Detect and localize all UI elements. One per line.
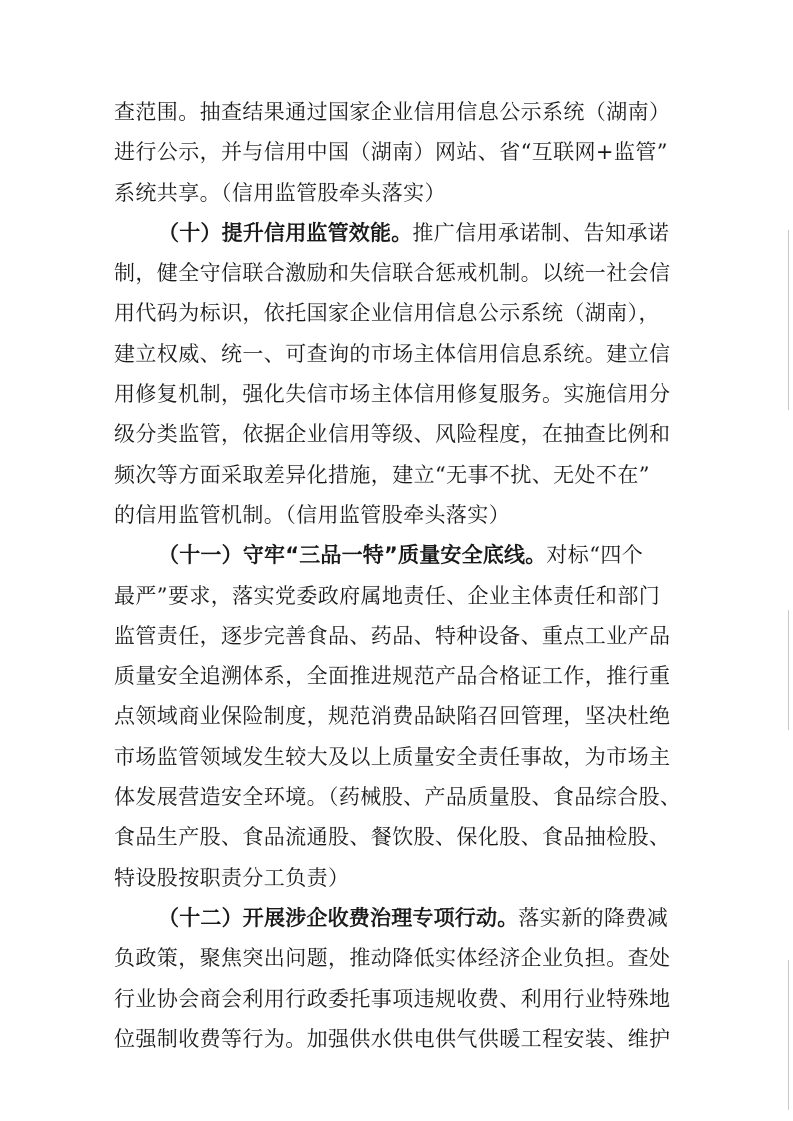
text-line [114, 817, 674, 857]
body-text: 点领域商业保险制度，规范消费品缺陷召回管理，坚决杜绝 [114, 704, 671, 729]
text-line [114, 898, 674, 938]
body-text: 对标“四个 [546, 543, 644, 568]
body-text: 查范围。抽查结果通过国家企业信用信息公示系统（湖南） [114, 100, 671, 124]
text-line [114, 293, 674, 333]
text-line [114, 576, 674, 616]
body-text: 推广信用承诺制、告知承诺 [412, 220, 670, 245]
text-line [114, 414, 674, 454]
body-text: 制，健全守信联合激励和失信联合惩戒机制。以统一社会信 [114, 261, 671, 286]
body-text: 监管责任，逐步完善食品、药品、特种设备、重点工业产品 [114, 623, 671, 648]
text-line [114, 1019, 674, 1059]
body-text: 位强制收费等行为。加强供水供电供气供暖工程安装、维护 [114, 1026, 671, 1051]
body-text: 落实新的降费减 [518, 905, 669, 930]
body-text: 负政策，聚焦突出问题，推动降低实体经济企业负担。查处 [114, 946, 671, 971]
body-text: 频次等方面采取差异化措施，建立“无事不扰、无处不在” [114, 462, 650, 487]
text-line [114, 616, 674, 656]
body-text: 体发展营造安全环境。（药械股、产品质量股、食品综合股、 [114, 785, 682, 810]
text-line [114, 253, 674, 293]
body-text: 最严”要求，落实党委政府属地责任、企业主体责任和部门 [114, 583, 661, 608]
body-text: 行业协会商会利用行政委托事项违规收费、利用行业特殊地 [114, 986, 671, 1011]
document-body [114, 92, 682, 1059]
text-line [114, 92, 674, 132]
body-text: 质量安全追溯体系，全面推进规范产品合格证工作，推行重 [114, 664, 671, 689]
text-line [114, 938, 674, 978]
body-text: 的信用监管机制。（信用监管股牵头落实） [114, 502, 511, 527]
text-line [114, 656, 674, 696]
section-heading: （十一）守牢“三品一特”质量安全底线。 [158, 543, 547, 568]
body-text: 用修复机制，强化失信市场主体信用修复服务。实施信用分 [114, 382, 671, 407]
text-line [114, 858, 674, 898]
text-line [114, 132, 674, 172]
scan-edge-mark [788, 610, 789, 730]
body-text: 级分类监管，依据企业信用等级、风险程度，在抽查比例和 [114, 422, 671, 447]
text-line [114, 777, 682, 817]
text-line [114, 535, 674, 575]
text-line [114, 455, 674, 495]
body-text: 用代码为标识，依托国家企业信用信息公示系统（湖南）， [114, 301, 660, 326]
text-line [114, 374, 674, 414]
text-line [114, 213, 674, 253]
section-heading: （十）提升信用监管效能。 [158, 220, 413, 245]
body-text: 系统共享。（信用监管股牵头落实） [114, 180, 446, 205]
text-line [114, 173, 674, 213]
body-text: 特设股按职责分工负责） [114, 865, 350, 890]
body-text: 建立权威、统一、可查询的市场主体信用信息系统。建立信 [114, 341, 671, 366]
text-line [114, 334, 674, 374]
body-text: 食品生产股、食品流通股、餐饮股、保化股、食品抽检股、 [114, 825, 671, 850]
section-heading: （十二）开展涉企收费治理专项行动。 [158, 905, 519, 930]
body-text: 进行公示，并与信用中国（湖南）网站、省“互联网+监管” [114, 140, 668, 165]
text-line [114, 737, 674, 777]
scan-edge-mark [788, 960, 789, 1110]
text-line [114, 495, 674, 535]
text-line [114, 696, 674, 736]
text-line [114, 979, 674, 1019]
scan-edge-mark [788, 230, 789, 410]
body-text: 市场监管领域发生较大及以上质量安全责任事故，为市场主 [114, 744, 671, 769]
